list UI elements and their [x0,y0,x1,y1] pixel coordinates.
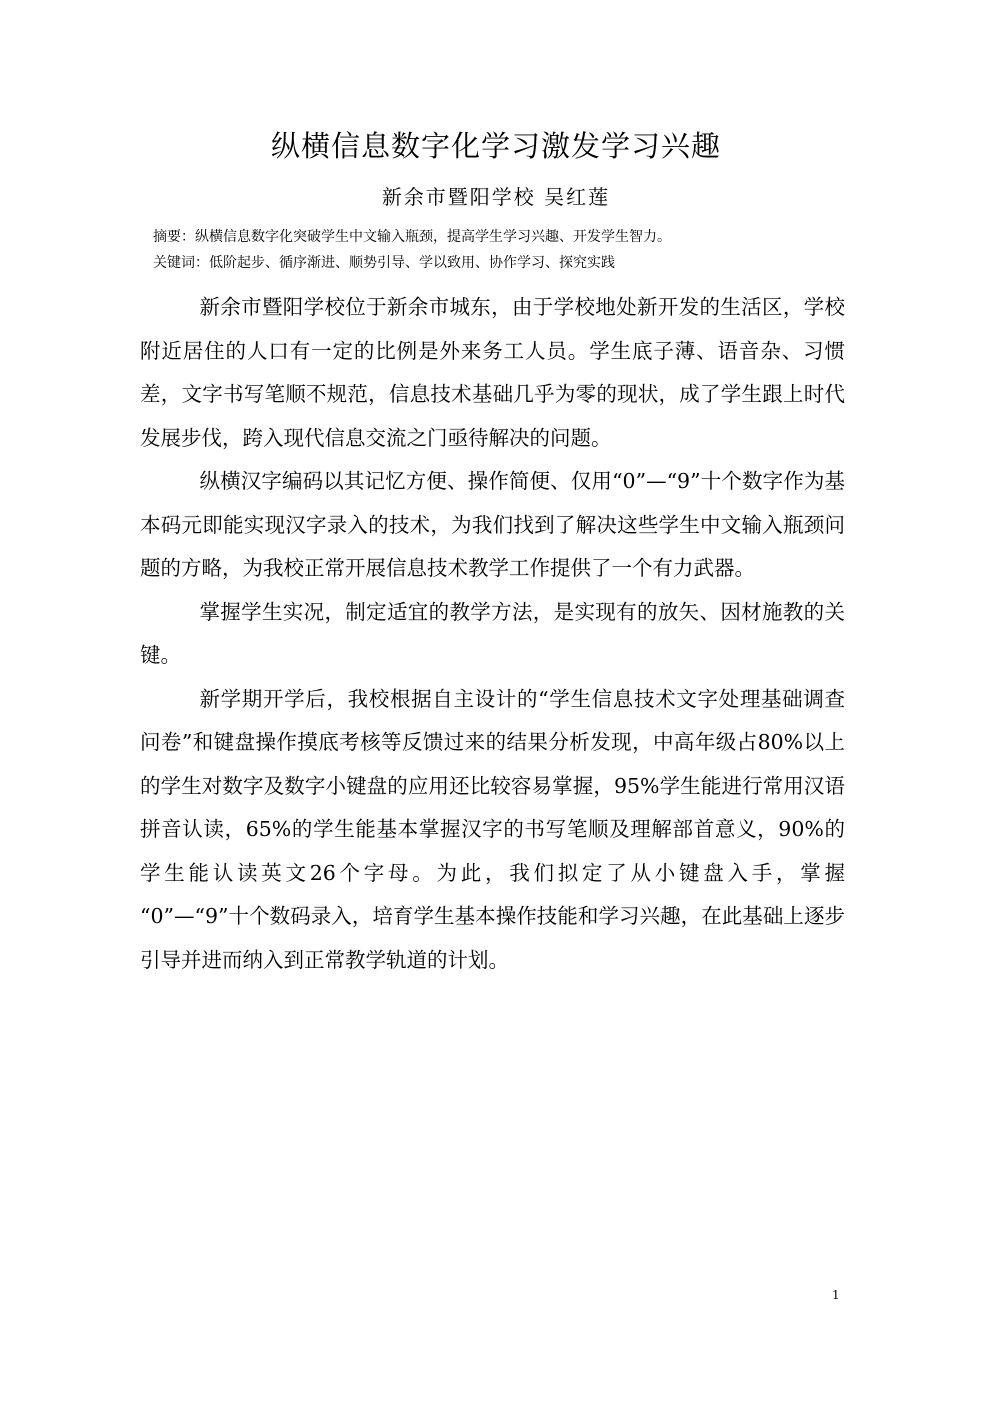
author-byline [0,180,992,214]
page-title: 纵横信息数字化学习激发学习兴趣 [270,129,721,163]
keywords-text: 低阶起步、循序渐进、顺势引导、学以致用、协作学习、探究实践 [209,255,615,271]
school-name: 新余市暨阳学校 [381,185,536,209]
author-name: 吴红莲 [544,185,611,209]
paragraph: 掌握学生实况，制定适宜的教学方法，是实现有的放矢、因材施教的关键。 [140,599,845,667]
body-text [140,286,845,982]
abstract [153,226,853,248]
page-number: 1 [832,1288,840,1302]
abstract-label: 摘要： [153,229,195,245]
paragraph: 纵横汉字编码以其记忆方便、操作简便、仅用“0”—“9”十个数字作为基本码元即能实现汉字录入的技术，为我们找到了解决这些学生中文输入瓶颈问题的方略，为我校正常开展信息技术教学工作提供了一个有力武器。 [140,469,845,580]
paragraph: 新学期开学后，我校根据自主设计的“学生信息技术文字处理基础调查问卷”和键盘操作摸底考核等反馈过来的结果分析发现，中高年级占80%以上的学生对数字及数字小键盘的应用还比较容易掌握，95%学生能进行常用汉语拼音认读，65%的学生能基本掌握汉字的书写笔顺及理解部首意义，90%的学生能认读英文26个字母。为此，我们拟定了从小键盘入手，掌握 “0”—“9”十个数码录入，培育学生基本操作技能和学习兴趣，在此基础上逐步引导并进而纳入到正常教学轨道的计划。 [140,686,845,972]
keywords-label: 关键词： [153,255,209,271]
abstract-text: 纵横信息数字化突破学生中文输入瓶颈，提高学生学习兴趣、开发学生智力。 [195,229,671,245]
paragraph: 新余市暨阳学校位于新余市城东，由于学校地处新开发的生活区，学校附近居住的人口有一定的比例是外来务工人员。学生底子薄、语音杂、习惯差，文字书写笔顺不规范，信息技术基础几乎为零的现状，成了学生跟上时代发展步伐，跨入现代信息交流之门亟待解决的问题。 [140,295,845,450]
keywords [153,252,853,274]
